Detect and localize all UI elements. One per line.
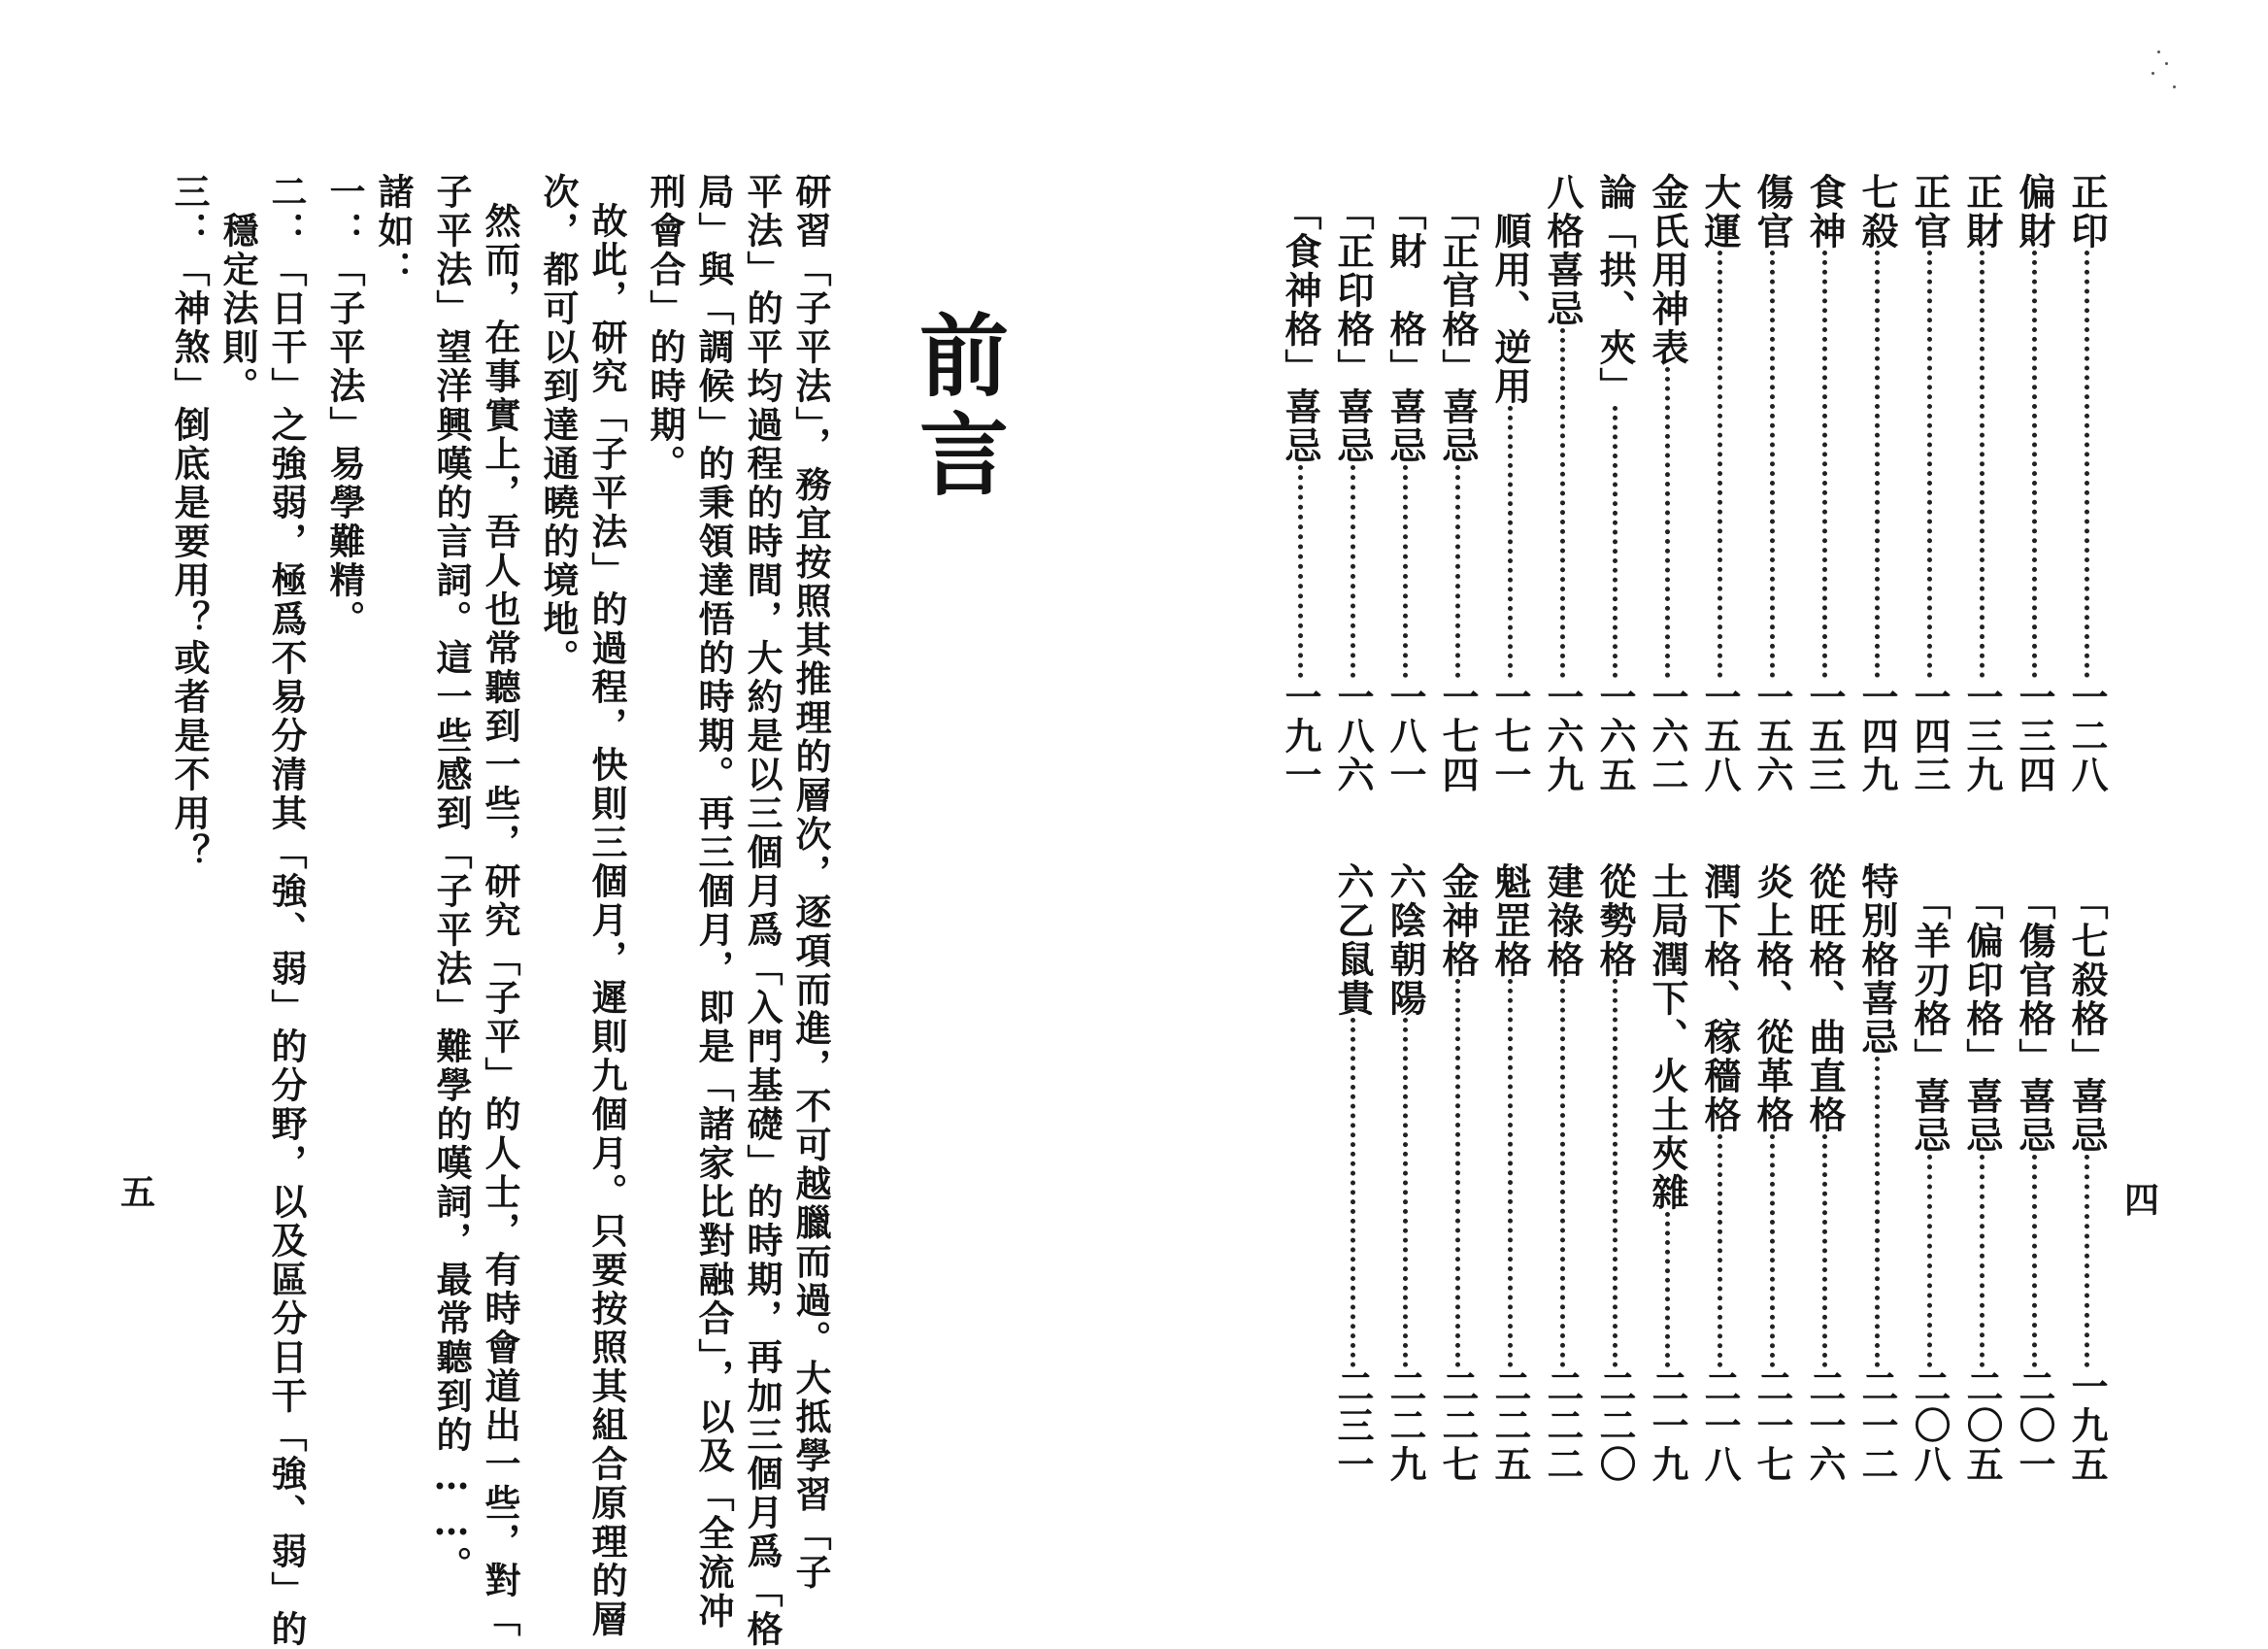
toc-entry	[1593, 173, 1637, 794]
toc-entry	[1436, 862, 1480, 1484]
toc-entry-page: 二一七	[1751, 1367, 1794, 1484]
preface-column: 一：「子平法」易學難精。	[323, 173, 366, 639]
leader-dots	[2068, 1155, 2105, 1367]
toc-entry	[1698, 173, 1742, 794]
toc-entry-label: 「羊刃格」喜忌	[1908, 862, 1951, 1155]
toc-entry-page: 一四九	[1855, 678, 1899, 794]
toc-entry-label: 金氏用神表	[1646, 173, 1689, 367]
toc-entry-page: 一六五	[1593, 678, 1637, 794]
leader-dots	[1439, 465, 1476, 678]
toc-entry-label: 建祿格	[1541, 862, 1584, 979]
toc-entry-label: 正印	[2065, 173, 2109, 251]
toc-entry-label: 八格喜忌	[1541, 173, 1584, 328]
preface-column: 諸如：	[372, 173, 415, 289]
toc-entry-label: 從旺格、曲直格	[1803, 862, 1847, 1134]
leader-dots	[1806, 1134, 1843, 1367]
toc-entry	[1751, 173, 1794, 794]
toc-entry-page: 二一二	[1855, 1367, 1899, 1484]
toc-entry	[2013, 862, 2056, 1484]
toc-entry-page: 二二二	[1541, 1367, 1584, 1484]
preface-column: 平法」的平均過程的時間，大約是以三個月爲「入門基礎」的時期，再加三個月爲「格	[741, 173, 784, 1649]
toc-entry-label: 正財	[1960, 173, 2004, 251]
toc-entry	[1541, 862, 1584, 1484]
preface-column: 子平法」望洋興嘆的言詞。這一些感到「子平法」難學的嘆詞，最常聽到的……。	[430, 173, 473, 1585]
toc-entry-label: 偏財	[2013, 173, 2056, 251]
toc-entry-label: 「傷官格」喜忌	[2013, 862, 2056, 1155]
leader-dots	[1858, 1057, 1895, 1367]
toc-entry	[1384, 173, 1427, 794]
toc-entry-label: 正官	[1908, 173, 1951, 251]
toc-entry-label: 食神	[1803, 173, 1847, 251]
toc-entry-label: 「正印格」喜忌	[1331, 173, 1375, 465]
toc-entry-page: 一九五	[2065, 1367, 2109, 1484]
toc-entry-page: 一九一	[1279, 678, 1322, 794]
toc-entry	[1751, 862, 1794, 1484]
preface-column: 三：「神煞」倒底是要用？或者是不用？	[168, 173, 211, 872]
toc-entry-label: 從勢格	[1593, 862, 1637, 979]
toc-entry-page: 一七一	[1488, 678, 1532, 794]
toc-entry	[1488, 173, 1532, 794]
leader-dots	[1386, 465, 1423, 678]
toc-entry	[1908, 862, 1951, 1484]
toc-entry-label: 「正官格」喜忌	[1436, 173, 1480, 465]
scan-speck	[2173, 85, 2176, 88]
toc-entry-label: 六乙鼠貴	[1331, 862, 1375, 1018]
toc-entry-label: 六陰朝陽	[1384, 862, 1427, 1018]
toc-entry-page: 二〇一	[2013, 1367, 2056, 1484]
toc-entry	[2065, 173, 2109, 794]
toc-entry-page: 二一八	[1698, 1367, 1742, 1484]
toc-entry-label: 潤下格、稼穡格	[1698, 862, 1742, 1134]
leader-dots	[2068, 251, 2105, 678]
toc-entry-label: 「七殺格」喜忌	[2065, 862, 2109, 1155]
toc-entry-page: 二二五	[1488, 1367, 1532, 1484]
leader-dots	[1911, 251, 1948, 678]
toc-entry-page: 一六九	[1541, 678, 1584, 794]
toc-entry-page: 二〇八	[1908, 1367, 1951, 1484]
toc-entry	[1646, 173, 1689, 794]
toc-entry	[1855, 862, 1899, 1484]
toc-entry-label: 順用、逆用	[1488, 173, 1532, 406]
leader-dots	[1649, 367, 1685, 678]
toc-entry-label: 特別格喜忌	[1855, 862, 1899, 1057]
leader-dots	[1544, 979, 1581, 1367]
toc-entry	[1331, 862, 1375, 1484]
leader-dots	[1544, 328, 1581, 678]
toc-entry-page: 一五三	[1803, 678, 1847, 794]
preface-column: 局」與「調候」的秉領達悟的時期。再三個月，即是「諸家比對融合」，以及「全流冲	[692, 173, 735, 1632]
toc-entry	[1384, 862, 1427, 1484]
leader-dots	[1753, 1134, 1790, 1367]
toc-entry-page: 二三一	[1331, 1367, 1375, 1484]
toc-entry-label: 魁罡格	[1488, 862, 1532, 979]
toc-entry-page: 一二八	[2065, 678, 2109, 794]
leader-dots	[1649, 1212, 1685, 1367]
toc-entry-label: 金神格	[1436, 862, 1480, 979]
toc-entry	[1803, 862, 1847, 1484]
page-number-left: 五	[120, 1172, 156, 1213]
toc-entry-label: 「財 格」喜忌	[1384, 173, 1427, 465]
toc-entry	[1436, 173, 1480, 794]
toc-entry-label: 大運	[1698, 173, 1742, 251]
page-title: 前言	[905, 309, 1010, 507]
scan-speck	[2165, 62, 2168, 65]
toc-entry	[1593, 862, 1637, 1484]
preface-column: 次，都可以到達通曉的境地。	[537, 173, 580, 678]
toc-entry	[1331, 173, 1375, 794]
toc-entry	[1960, 173, 2004, 794]
leader-dots	[2016, 1155, 2052, 1367]
scan-speck	[2151, 72, 2154, 75]
leader-dots	[1963, 1155, 2000, 1367]
toc-entry-page: 二二〇	[1593, 1367, 1637, 1484]
toc-entry	[1698, 862, 1742, 1484]
toc-entry-page: 一八一	[1384, 678, 1427, 794]
scan-speck	[2157, 50, 2160, 53]
toc-entry	[2013, 173, 2056, 794]
toc-entry	[1908, 173, 1951, 794]
toc-entry-page: 一七四	[1436, 678, 1480, 794]
toc-entry-label: 炎上格、從革格	[1751, 862, 1794, 1134]
toc-entry	[1488, 862, 1532, 1484]
leader-dots	[1911, 1155, 1948, 1367]
toc-entry-page: 一八六	[1331, 678, 1375, 794]
toc-entry	[1803, 173, 1847, 794]
preface-column: 然而，在事實上，吾人也常聽到一些，研究「子平」的人士，有時會道出一些，對「	[479, 202, 521, 1639]
leader-dots	[1334, 465, 1371, 678]
toc-entry-page: 二一六	[1803, 1367, 1847, 1484]
preface-column: 穩定法則。	[217, 212, 259, 406]
leader-dots	[1701, 251, 1738, 678]
toc-entry	[1960, 862, 2004, 1484]
leader-dots	[1491, 979, 1528, 1367]
toc-entry-label: 傷官	[1751, 173, 1794, 251]
leader-dots	[1596, 979, 1633, 1367]
toc-entry-label: 論「拱、夾」	[1593, 173, 1637, 406]
toc-entry	[1279, 173, 1322, 794]
toc-entry	[1855, 173, 1899, 794]
leader-dots	[1491, 406, 1528, 678]
toc-entry-page: 二一九	[1646, 1367, 1689, 1484]
leader-dots	[1963, 251, 2000, 678]
leader-dots	[1753, 251, 1790, 678]
toc-entry-page: 二〇五	[1960, 1367, 2004, 1484]
toc-entry-page: 二二七	[1436, 1367, 1480, 1484]
preface-column: 刑會合」的時期。	[644, 173, 686, 484]
toc-entry	[1541, 173, 1584, 794]
toc-entry-label: 七殺	[1855, 173, 1899, 251]
toc-entry-page: 一六二	[1646, 678, 1689, 794]
leader-dots	[1858, 251, 1895, 678]
leader-dots	[1386, 1018, 1423, 1367]
leader-dots	[2016, 251, 2052, 678]
toc-entry	[2065, 862, 2109, 1484]
leader-dots	[1282, 465, 1318, 678]
toc-entry-page: 一三四	[2013, 678, 2056, 794]
toc-entry-label: 「食神格」喜忌	[1279, 173, 1322, 465]
leader-dots	[1334, 1018, 1371, 1367]
preface-column: 故此，研究「子平法」的過程，快則三個月，遲則九個月。只要按照其組合原理的層	[585, 202, 628, 1639]
toc-entry-label: 「偏印格」喜忌	[1960, 862, 2004, 1155]
toc-entry	[1646, 862, 1689, 1484]
leader-dots	[1439, 979, 1476, 1367]
preface-column: 二：「日干」之強弱，極爲不易分清其「強、弱」的分野，以及區分日干「強、弱」的	[265, 173, 308, 1649]
toc-entry-page: 一三九	[1960, 678, 2004, 794]
page-number-right: 四	[2124, 1180, 2160, 1221]
toc-entry-page: 一四三	[1908, 678, 1951, 794]
toc-entry-label: 土局潤下、火土夾雜	[1646, 862, 1689, 1212]
toc-entry-page: 一五八	[1698, 678, 1742, 794]
preface-column: 研習「子平法」，務宜按照其推理的層次，逐項而進，不可越臘而過。大抵學習「子	[789, 173, 832, 1593]
leader-dots	[1806, 251, 1843, 678]
leader-dots	[1596, 406, 1633, 678]
toc-entry-page: 二二九	[1384, 1367, 1427, 1484]
leader-dots	[1701, 1134, 1738, 1367]
toc-entry-page: 一五六	[1751, 678, 1794, 794]
